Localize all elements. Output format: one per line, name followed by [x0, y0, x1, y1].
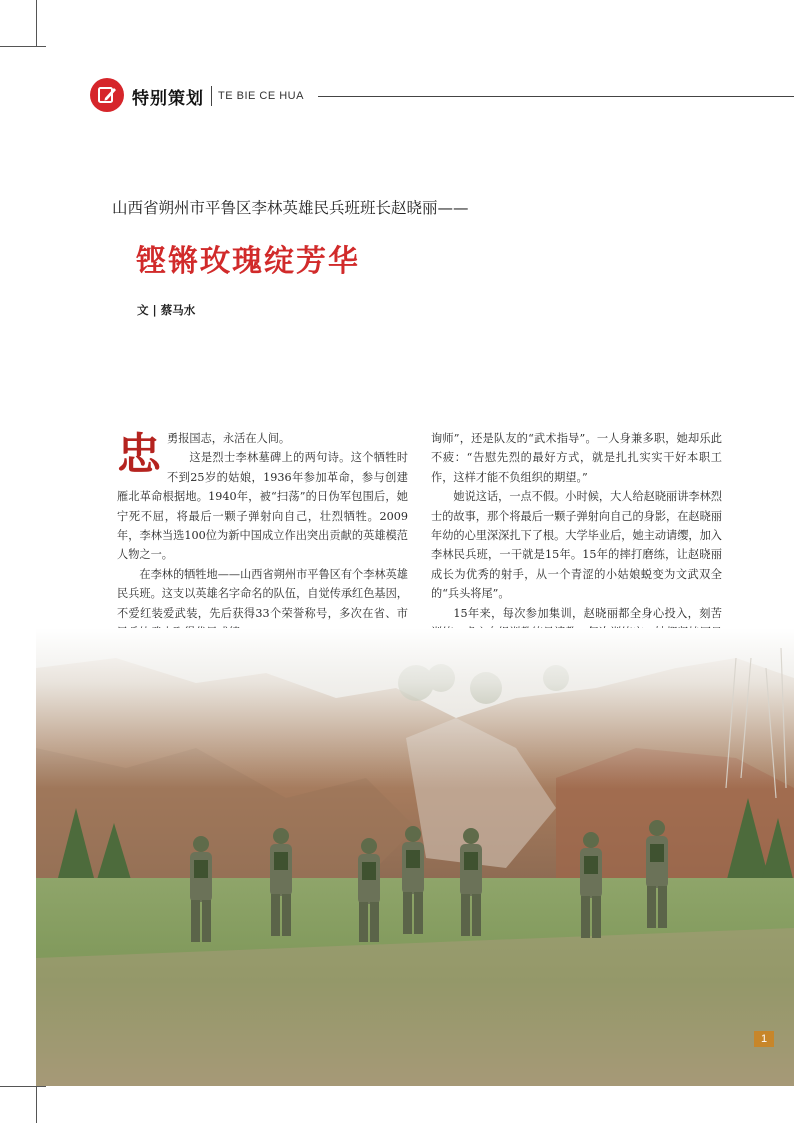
- section-header: [90, 78, 794, 114]
- militia-photo: [36, 628, 794, 1086]
- left-column: [117, 429, 408, 662]
- divider: [211, 86, 212, 106]
- right-column: [431, 429, 722, 662]
- paragraph: 询师”，还是队友的“武术指导”。一人身兼多职，她却乐此不疲：“告慰先烈的最好方式，就是扎扎实实干好本职工作，这样才能不负组织的期望。”: [431, 432, 722, 484]
- paragraph: 在李林的牺牲地——山西省朔州市平鲁区有个李林英雄民兵班。这支以英雄名字命名的队伍，自觉传承红色基因，不爱红装爱武装，先后获得33个荣誉称号，多次在省、市: [117, 567, 408, 620]
- article-subtitle: 山西省朔州市平鲁区李林英雄民兵班班长赵晓丽——: [112, 199, 469, 217]
- section-name: 特别策划: [132, 89, 204, 109]
- crop-mark: [36, 1080, 37, 1123]
- paragraph: 这是烈士李林墓碑上的两句诗。这个牺牲时不到25岁的姑娘，1936年参加革命，参与创建雁北革命根据地。1940年，被“扫荡”的日伪军包围后，她宁死不屈，将最后一颗子弹射向自己，壮烈牺牲。2009年，李林当选100位为新中国成立作出突出贡献的英雄模范人物之一。: [117, 451, 408, 562]
- edit-pen-icon: [90, 78, 124, 112]
- paragraph: 她说这话，一点不假。小时候，大人给赵晓丽讲李林烈士的故事，那个将最后一颗子弹射向自己的身影，在赵晓丽年幼的心里深深扎下了根。大学毕业后，她主动请缨，加入李林民兵班，一干就是15年。15年的摔打磨练，让赵晓丽成长为优秀的射手，从一个青涩的小姑娘蜕变为文武双全的“兵头将尾”。: [431, 490, 722, 601]
- crop-mark: [0, 46, 46, 47]
- crop-mark: [36, 0, 37, 46]
- header-rule: [318, 96, 794, 97]
- crop-mark: [0, 1086, 46, 1087]
- section-name-pinyin: TE BIE CE HUA: [218, 90, 304, 102]
- article-title: 铿锵玫瑰绽芳华: [136, 244, 360, 279]
- byline: 文 | 蔡马水: [137, 303, 196, 317]
- drop-cap: 忠: [117, 429, 161, 480]
- paragraph: 勇报国志，永活在人间。: [167, 432, 291, 445]
- page-number: 1: [754, 1031, 774, 1047]
- paragraph: 15年来，每次参加集训，赵晓丽都全身心投入，刻苦: [453, 606, 722, 620]
